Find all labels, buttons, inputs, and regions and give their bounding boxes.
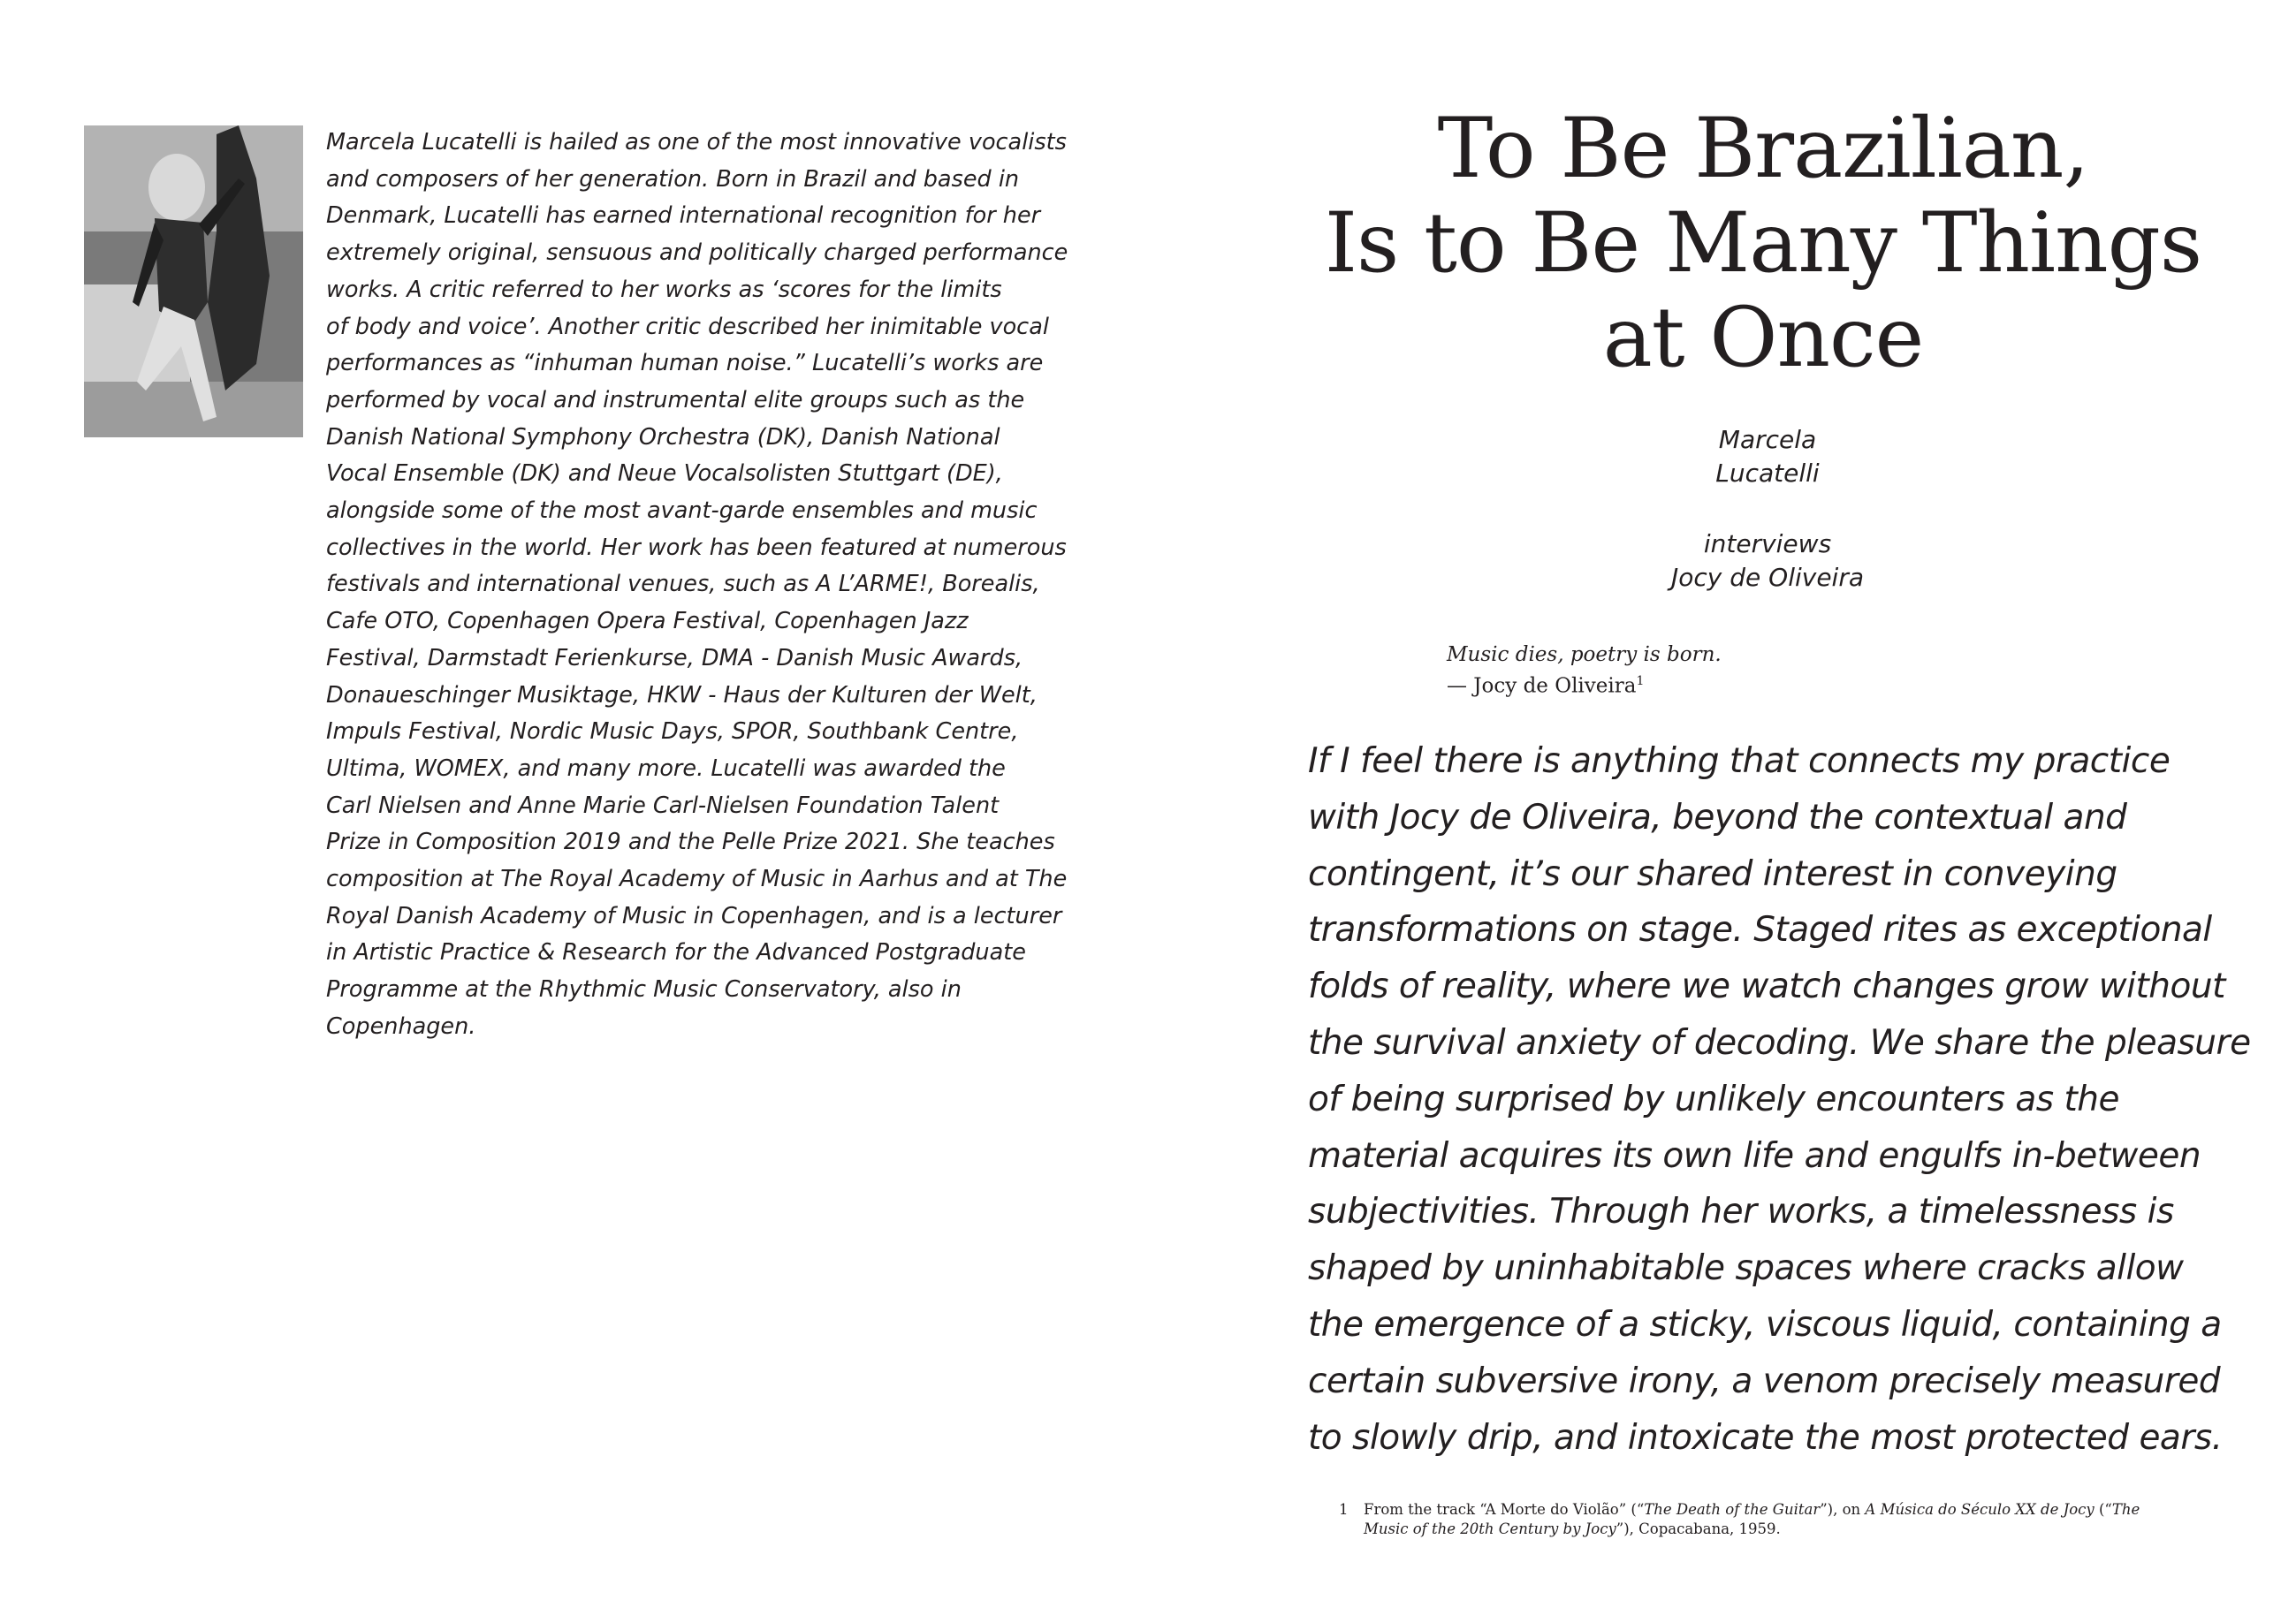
paragraph-line: the survival anxiety of decoding. We share the pleasure: [1308, 1022, 2251, 1063]
paragraph-line: the emergence of a sticky, viscous liquid, containing a: [1308, 1304, 2222, 1345]
footnote-suffix: ”), Copacabana, 1959.: [1616, 1520, 1781, 1537]
bio-line: and composers of her generation. Born in Brazil and based in: [326, 165, 1020, 193]
bio-line: in Artistic Practice & Research for the Advanced Postgraduate: [326, 939, 1026, 967]
bio-line: collectives in the world. Her work has been featured at numerous: [326, 534, 1067, 561]
bio-line: Royal Danish Academy of Music in Copenhagen, and is a lecturer: [326, 902, 1062, 929]
footnote-album-translation: The Music of the 20th Century by Jocy: [1364, 1501, 2140, 1537]
footnote-text: [1364, 1500, 2170, 1539]
intro-paragraph: [1308, 733, 2280, 1466]
bio-line: performances as “inhuman human noise.” Lucatelli’s works are: [326, 350, 1044, 377]
paragraph-line: folds of reality, where we watch changes grow without: [1308, 967, 2225, 1007]
bio-line: Vocal Ensemble (DK) and Neue Vocalsolisten Stuttgart (DE),: [326, 460, 1003, 488]
author-first-name: Marcela: [1718, 425, 1817, 454]
bio-line: of body and voice’. Another critic described her inimitable vocal: [326, 313, 1049, 340]
epigraph-attribution: — Jocy de Oliveira: [1447, 674, 1637, 698]
article-title: [1220, 102, 2296, 385]
author-bio: [326, 125, 1068, 1046]
title-line: To Be Brazilian,: [1437, 101, 2089, 197]
paragraph-line: If I feel there is anything that connects my practice: [1308, 741, 2171, 781]
bio-line: Programme at the Rhythmic Music Conservatory, also in: [326, 976, 962, 1004]
footnote-track-title: The Death of the Guitar: [1644, 1501, 1821, 1518]
bio-line: Marcela Lucatelli is hailed as one of the most innovative vocalists: [326, 129, 1067, 155]
footnote-number: 1: [1339, 1501, 1349, 1518]
paragraph-line: of being surprised by unlikely encounters as the: [1308, 1079, 2119, 1119]
footnote-prefix: From the track “A Morte do Violão” (“: [1364, 1501, 1645, 1518]
footnote-mid: (“: [2094, 1501, 2112, 1518]
bio-line: Denmark, Lucatelli has earned international recognition for her: [326, 202, 1041, 230]
portrait-photo: [84, 125, 303, 437]
author-last-name: Lucatelli: [1715, 459, 1820, 488]
portrait-illustration: [84, 125, 303, 437]
interviews-label: interviews: [1703, 529, 1832, 558]
bio-line: Ultima, WOMEX, and many more. Lucatelli was awarded the: [326, 755, 1006, 782]
bio-line: alongside some of the most avant-garde ensembles and music: [326, 497, 1038, 525]
paragraph-line: with Jocy de Oliveira, beyond the contextual and: [1308, 797, 2127, 838]
bio-line: composition at The Royal Academy of Music in Aarhus and at The: [326, 866, 1068, 893]
bio-line: Impuls Festival, Nordic Music Days, SPOR, Southbank Centre,: [326, 718, 1019, 746]
title-line: at Once: [1602, 290, 1924, 386]
paragraph-line: shaped by uninhabitable spaces where cracks allow: [1308, 1248, 2184, 1289]
interview-subject: [1591, 527, 1944, 595]
footnote: [1339, 1500, 2170, 1539]
footnote-reference: 1: [1636, 674, 1645, 688]
epigraph: [1447, 641, 1977, 700]
bio-line: Prize in Composition 2019 and the Pelle Prize 2021. She teaches: [326, 829, 1055, 856]
footnote-mid: ”), on: [1820, 1501, 1866, 1518]
bio-line: Carl Nielsen and Anne Marie Carl-Nielsen Foundation Talent: [326, 792, 1000, 819]
bio-line: Copenhagen.: [326, 1012, 476, 1040]
bio-line: festivals and international venues, such as A L’ARME!, Borealis,: [326, 571, 1040, 598]
bio-line: Cafe OTO, Copenhagen Opera Festival, Copenhagen Jazz: [326, 608, 969, 635]
bio-line: Danish National Symphony Orchestra (DK), Danish National: [326, 423, 1000, 451]
footnote-album-title: A Música do Século XX de Jocy: [1865, 1501, 2095, 1518]
subject-name: Jocy de Oliveira: [1671, 563, 1864, 592]
bio-line: performed by vocal and instrumental elite groups such as the: [326, 386, 1025, 413]
paragraph-line: certain subversive irony, a venom precisely measured: [1308, 1361, 2221, 1401]
bio-line: Donaueschinger Musiktage, HKW - Haus der Kulturen der Welt,: [326, 681, 1038, 709]
title-line: Is to Be Many Things: [1324, 195, 2202, 292]
epigraph-attribution-line: [1447, 668, 1977, 700]
bio-line: extremely original, sensuous and politically charged performance: [326, 239, 1068, 267]
paragraph-line: subjectivities. Through her works, a timelessness is: [1308, 1192, 2174, 1232]
author-byline: [1591, 423, 1944, 490]
paragraph-line: transformations on stage. Staged rites as exceptional: [1308, 910, 2212, 951]
bio-line: Festival, Darmstadt Ferienkurse, DMA - Danish Music Awards,: [326, 644, 1023, 671]
bio-line: works. A critic referred to her works as ‘scores for the limits: [326, 276, 1002, 303]
paragraph-line: contingent, it’s our shared interest in conveying: [1308, 853, 2117, 894]
paragraph-line: to slowly drip, and intoxicate the most protected ears.: [1308, 1417, 2223, 1458]
paragraph-line: material acquires its own life and engulfs in-between: [1308, 1135, 2201, 1176]
epigraph-quote: Music dies, poetry is born.: [1447, 643, 1722, 666]
